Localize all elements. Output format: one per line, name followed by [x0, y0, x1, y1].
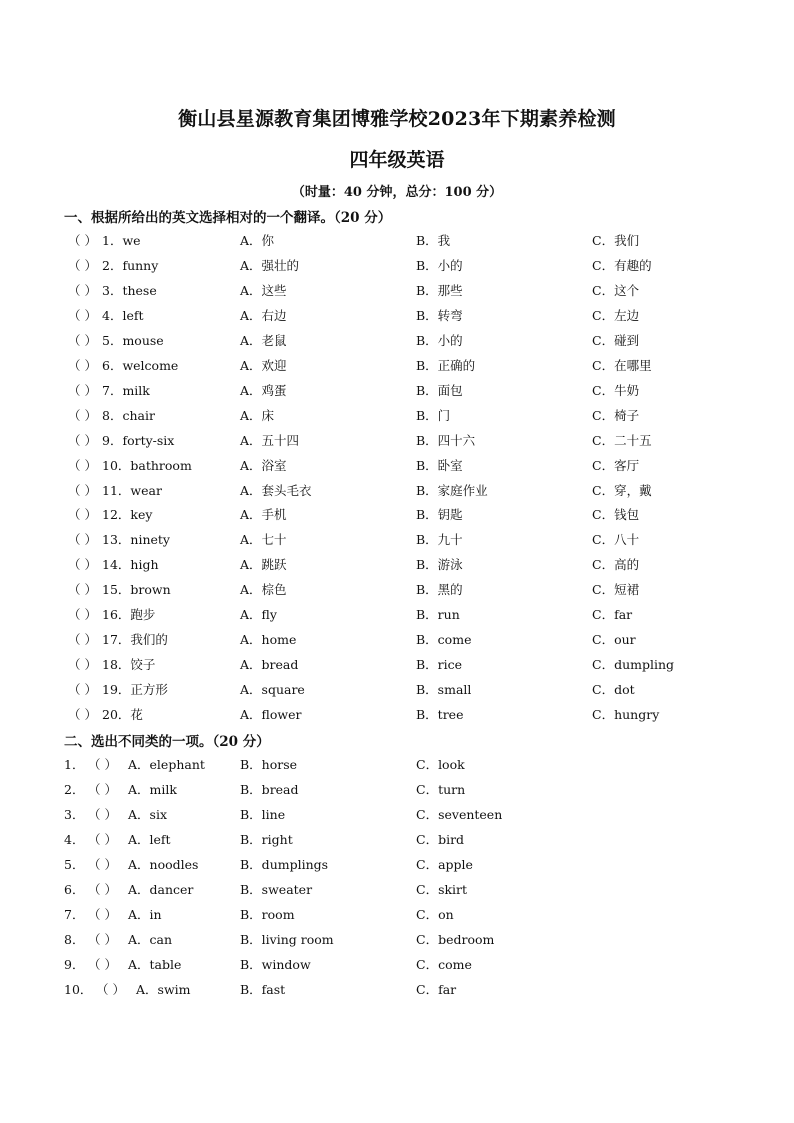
option-b: B．window	[240, 957, 311, 972]
question-text: 9．forty-six	[102, 432, 175, 448]
answer-blank[interactable]: （ ）	[68, 307, 97, 323]
option-b: B．家庭作业	[416, 482, 488, 498]
option-c: C．高的	[592, 557, 640, 573]
option-c: C．bird	[416, 832, 465, 847]
option-c: C．碰到	[592, 332, 640, 348]
question-text: 13．ninety	[102, 532, 170, 548]
option-b: B．fast	[240, 982, 286, 997]
option-b: B．run	[416, 607, 460, 623]
question-row	[0, 955, 794, 980]
option-b: B．黑的	[416, 582, 463, 598]
option-a: A．dancer	[128, 882, 194, 897]
option-a: A．home	[240, 632, 297, 648]
option-a: A．欢迎	[240, 357, 287, 373]
option-a: A．跳跃	[240, 557, 287, 573]
answer-blank[interactable]: （ ）	[88, 907, 117, 922]
option-c: C．come	[416, 957, 472, 972]
question-text: 1．we	[102, 233, 141, 248]
option-b: B．小的	[416, 257, 463, 273]
answer-blank[interactable]: （ ）	[68, 257, 97, 273]
question-text: 14．high	[102, 557, 159, 573]
option-b: B．dumplings	[240, 857, 329, 872]
option-a: A．left	[128, 832, 171, 847]
option-c: C．牛奶	[592, 382, 640, 398]
answer-blank[interactable]: （ ）	[68, 457, 97, 473]
option-b: B．living room	[240, 932, 334, 947]
option-c: C．far	[592, 607, 633, 623]
option-c: C．我们	[592, 233, 640, 248]
option-a: A．鸡蛋	[240, 382, 287, 398]
answer-blank[interactable]: （ ）	[68, 707, 97, 723]
option-c: C．turn	[416, 782, 466, 797]
option-a: A．table	[128, 957, 182, 972]
option-b: B．正确的	[416, 357, 476, 373]
answer-blank[interactable]: （ ）	[68, 557, 97, 573]
answer-blank[interactable]: （ ）	[68, 407, 97, 423]
option-b: B．游泳	[416, 557, 463, 573]
answer-blank[interactable]: （ ）	[88, 957, 117, 972]
option-a: A．fly	[240, 607, 277, 623]
question-text: 10．bathroom	[102, 457, 192, 473]
question-number: 2．	[64, 782, 85, 797]
question-row	[0, 630, 794, 655]
option-c: C．八十	[592, 532, 640, 548]
answer-blank[interactable]: （ ）	[68, 682, 97, 698]
option-a: A．这些	[240, 282, 287, 298]
question-number: 5．	[64, 857, 85, 872]
option-a: A．手机	[240, 507, 287, 523]
answer-blank[interactable]: （ ）	[88, 832, 117, 847]
question-row	[0, 256, 794, 281]
answer-blank[interactable]: （ ）	[68, 507, 97, 523]
option-b: B．small	[416, 682, 472, 698]
answer-blank[interactable]: （ ）	[68, 482, 97, 498]
question-row	[0, 231, 794, 256]
question-number: 3．	[64, 807, 85, 822]
option-b: B．tree	[416, 707, 464, 723]
option-b: B．right	[240, 832, 293, 847]
exam-title: 衡山县星源教育集团博雅学校2023年下期素养检测	[178, 108, 616, 130]
option-b: B．我	[416, 233, 451, 248]
option-c: C．on	[416, 907, 454, 922]
option-a: A．in	[128, 907, 162, 922]
option-b: B．四十六	[416, 432, 476, 448]
question-row	[0, 456, 794, 481]
option-b: B．bread	[240, 782, 299, 797]
question-number: 10．	[64, 982, 93, 997]
option-c: C．这个	[592, 282, 640, 298]
answer-blank[interactable]: （ ）	[96, 982, 125, 997]
option-b: B．钥匙	[416, 507, 463, 523]
option-a: A．milk	[128, 782, 177, 797]
option-a: A．square	[240, 682, 305, 698]
question-row	[0, 805, 794, 830]
option-b: B．门	[416, 407, 451, 423]
question-text: 12．key	[102, 507, 153, 523]
answer-blank[interactable]: （ ）	[88, 857, 117, 872]
option-b: B．那些	[416, 282, 463, 298]
question-row	[0, 855, 794, 880]
option-b: B．come	[416, 632, 472, 648]
option-c: C．在哪里	[592, 357, 652, 373]
option-c: C．hungry	[592, 707, 660, 723]
answer-blank[interactable]: （ ）	[68, 332, 97, 348]
question-number: 4．	[64, 832, 85, 847]
question-text: 16．跑步	[102, 607, 156, 623]
option-c: C．椅子	[592, 407, 640, 423]
option-b: B．rice	[416, 657, 463, 673]
option-c: C．穿，戴	[592, 482, 652, 498]
question-text: 2．funny	[102, 257, 159, 273]
question-row	[0, 356, 794, 381]
option-a: A．强壮的	[240, 257, 300, 273]
question-row	[0, 481, 794, 506]
answer-blank[interactable]: （ ）	[88, 782, 117, 797]
question-row	[0, 580, 794, 605]
question-text: 18．饺子	[102, 657, 156, 673]
question-row	[0, 555, 794, 580]
option-a: A．右边	[240, 307, 287, 323]
option-c: C．bedroom	[416, 932, 495, 947]
answer-blank[interactable]: （ ）	[88, 807, 117, 822]
option-c: C．skirt	[416, 882, 468, 897]
option-b: B．horse	[240, 757, 298, 772]
section-2-heading: 二、选出不同类的一项。（20 分）	[64, 734, 270, 750]
option-a: A．五十四	[240, 432, 300, 448]
option-b: B．九十	[416, 532, 463, 548]
question-text: 7．milk	[102, 382, 150, 398]
answer-blank[interactable]: （ ）	[88, 932, 117, 947]
answer-blank[interactable]: （ ）	[68, 532, 97, 548]
answer-blank[interactable]: （ ）	[68, 582, 97, 598]
question-number: 6．	[64, 882, 85, 897]
option-a: A．七十	[240, 532, 287, 548]
option-a: A．noodles	[128, 857, 199, 872]
question-number: 9．	[64, 957, 85, 972]
question-text: 4．left	[102, 307, 144, 323]
exam-subject: 四年级英语	[349, 149, 445, 171]
question-row	[0, 680, 794, 705]
answer-blank[interactable]: （ ）	[68, 432, 97, 448]
question-row	[0, 306, 794, 331]
option-a: A．老鼠	[240, 332, 287, 348]
option-c: C．钱包	[592, 507, 640, 523]
question-row	[0, 705, 794, 730]
answer-blank[interactable]: （ ）	[68, 657, 97, 673]
question-text: 5．mouse	[102, 332, 164, 348]
option-b: B．sweater	[240, 882, 313, 897]
question-row	[0, 281, 794, 306]
question-row	[0, 655, 794, 680]
question-text: 19．正方形	[102, 682, 168, 698]
option-a: A．床	[240, 407, 275, 423]
question-number: 1．	[64, 757, 85, 772]
question-row	[0, 431, 794, 456]
option-a: A．棕色	[240, 582, 287, 598]
question-number: 7．	[64, 907, 85, 922]
option-c: C．look	[416, 757, 465, 772]
option-a: A．你	[240, 233, 275, 248]
option-a: A．bread	[240, 657, 299, 673]
answer-blank[interactable]: （ ）	[88, 882, 117, 897]
question-row	[0, 930, 794, 955]
section-1-heading: 一、根据所给出的英文选择相对的一个翻译。（20 分）	[64, 210, 392, 226]
question-text: 6．welcome	[102, 357, 179, 373]
answer-blank[interactable]: （ ）	[68, 357, 97, 373]
answer-blank[interactable]: （ ）	[88, 757, 117, 772]
option-a: A．swim	[136, 982, 191, 997]
question-text: 3．these	[102, 282, 157, 298]
option-c: C．短裙	[592, 582, 640, 598]
option-c: C．apple	[416, 857, 473, 872]
answer-blank[interactable]: （ ）	[68, 607, 97, 623]
question-row	[0, 780, 794, 805]
answer-blank[interactable]: （ ）	[68, 282, 97, 298]
answer-blank[interactable]: （ ）	[68, 632, 97, 648]
question-text: 17．我们的	[102, 632, 168, 648]
answer-blank[interactable]: （ ）	[68, 382, 97, 398]
question-row	[0, 880, 794, 905]
question-row	[0, 406, 794, 431]
option-c: C．有趣的	[592, 257, 652, 273]
question-row	[0, 980, 794, 1005]
option-a: A．套头毛衣	[240, 482, 312, 498]
option-c: C．二十五	[592, 432, 652, 448]
question-row	[0, 755, 794, 780]
option-c: C．客厅	[592, 457, 640, 473]
option-a: A．six	[128, 807, 167, 822]
exam-info: （时量：40 分钟，总分：100 分）	[291, 185, 503, 200]
option-b: B．room	[240, 907, 295, 922]
question-text: 20．花	[102, 707, 143, 723]
question-row	[0, 530, 794, 555]
option-c: C．our	[592, 632, 636, 648]
question-row	[0, 605, 794, 630]
question-number: 8．	[64, 932, 85, 947]
option-c: C．far	[416, 982, 457, 997]
option-a: A．浴室	[240, 457, 287, 473]
answer-blank[interactable]: （ ）	[68, 233, 97, 248]
question-row	[0, 381, 794, 406]
option-b: B．小的	[416, 332, 463, 348]
option-a: A．can	[128, 932, 173, 947]
question-text: 15．brown	[102, 582, 171, 598]
option-b: B．转弯	[416, 307, 463, 323]
question-text: 11．wear	[102, 482, 162, 498]
question-text: 8．chair	[102, 407, 155, 423]
option-c: C．dot	[592, 682, 635, 698]
option-b: B．line	[240, 807, 286, 822]
option-c: C．左边	[592, 307, 640, 323]
question-row	[0, 830, 794, 855]
option-c: C．dumpling	[592, 657, 675, 673]
question-row	[0, 505, 794, 530]
option-c: C．seventeen	[416, 807, 503, 822]
option-a: A．elephant	[128, 757, 205, 772]
option-b: B．卧室	[416, 457, 463, 473]
question-row	[0, 331, 794, 356]
option-a: A．flower	[240, 707, 302, 723]
option-b: B．面包	[416, 382, 463, 398]
question-row	[0, 905, 794, 930]
